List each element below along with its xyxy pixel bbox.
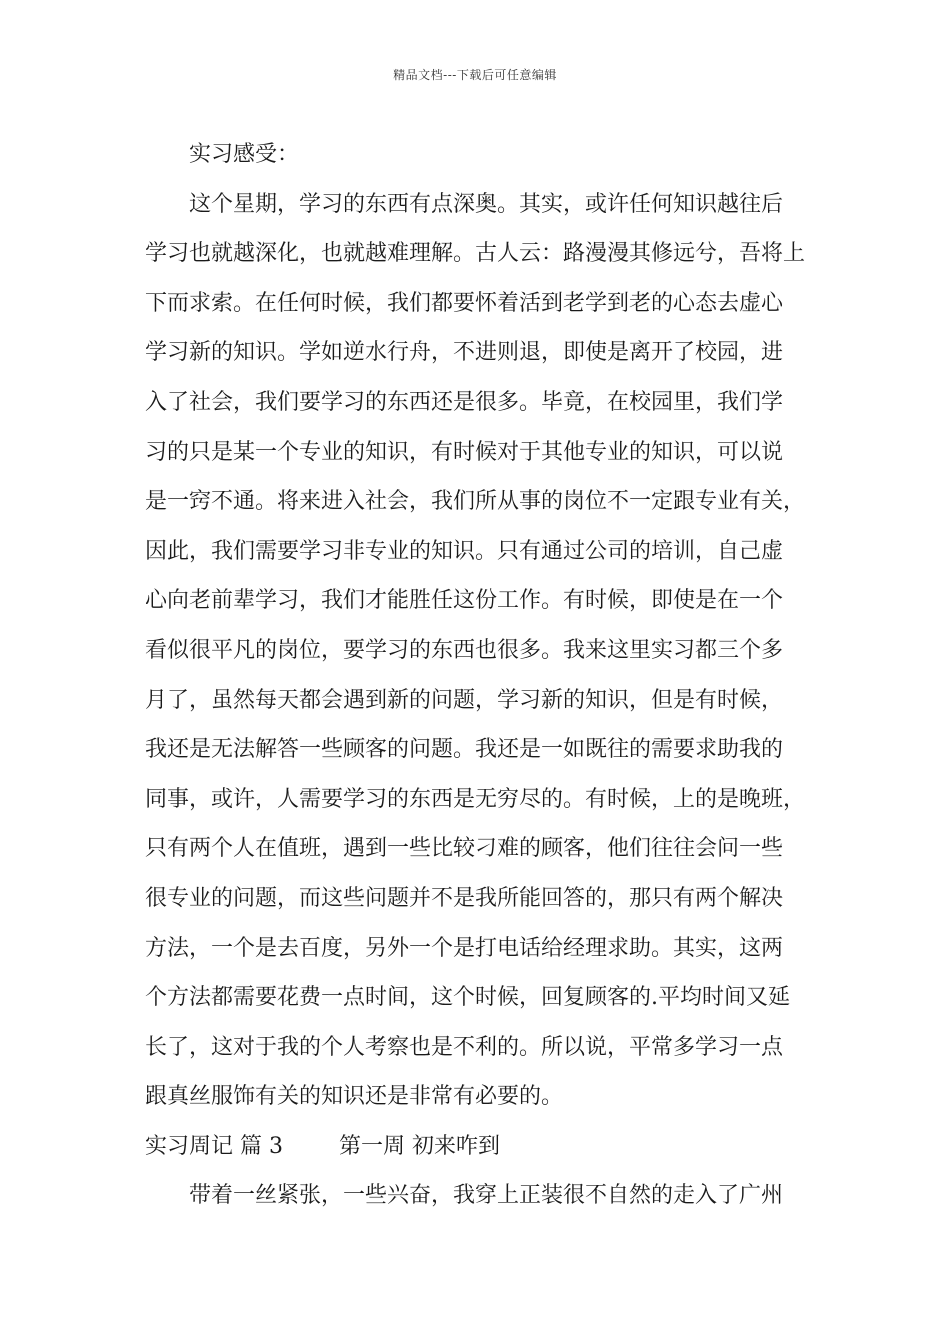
document-body <box>145 130 825 1221</box>
text-line: 习的只是某一个专业的知识，有时候对于其他专业的知识，可以说 <box>145 439 784 465</box>
text-line: 只有两个人在值班，遇到一些比较刁难的顾客，他们往往会问一些 <box>145 836 784 862</box>
text-line: 这个星期，学习的东西有点深奥。其实，或许任何知识越往后 <box>189 191 784 217</box>
text-line: 跟真丝服饰有关的知识还是非常有必要的。 <box>145 1084 564 1110</box>
paragraph-week-one <box>145 1171 825 1221</box>
text-line: 长了，这对于我的个人考察也是不利的。所以说，平常多学习一点 <box>145 1034 784 1060</box>
page-header: 精品文档---下载后可任意编辑 <box>393 68 557 82</box>
text-line: 我还是无法解答一些顾客的问题。我还是一如既往的需要求助我的 <box>145 737 784 763</box>
text-line: 下而求索。在任何时候，我们都要怀着活到老学到老的心态去虚心 <box>145 290 784 316</box>
text-line: 学习新的知识。学如逆水行舟，不进则退，即使是离开了校园，进 <box>145 340 784 366</box>
text-line: 入了社会，我们要学习的东西还是很多。毕竟，在校园里，我们学 <box>145 389 784 415</box>
section-title <box>145 1122 825 1172</box>
text-line: 个方法都需要花费一点时间，这个时候，回复顾客的.平均时间又延 <box>145 985 790 1011</box>
section-title-right: 第一周 初来咋到 <box>338 1133 500 1159</box>
text-line: 看似很平凡的岗位，要学习的东西也很多。我来这里实习都三个多 <box>145 637 784 663</box>
text-line: 方法，一个是去百度，另外一个是打电话给经理求助。其实，这两 <box>145 935 784 961</box>
heading-internship-feelings: 实习感受： <box>189 142 300 167</box>
text-line: 学习也就越深化，也就越难理解。古人云：路漫漫其修远兮，吾将上 <box>145 241 806 267</box>
text-line: 心向老前辈学习，我们才能胜任这份工作。有时候，即使是在一个 <box>145 588 784 614</box>
text-line: 很专业的问题，而这些问题并不是我所能回答的，那只有两个解决 <box>145 885 784 911</box>
text-line: 月了，虽然每天都会遇到新的问题，学习新的知识，但是有时候， <box>145 687 784 713</box>
text-line: 同事，或许，人需要学习的东西是无穷尽的。有时候，上的是晚班， <box>145 786 806 812</box>
paragraph-feelings <box>145 180 825 1122</box>
section-title-left: 实习周记 篇 3 <box>145 1133 283 1159</box>
text-line: 带着一丝紧张，一些兴奋，我穿上正装很不自然的走入了广州 <box>189 1183 784 1209</box>
text-line: 因此，我们需要学习非专业的知识。只有通过公司的培训，自己虚 <box>145 538 784 564</box>
text-line: 是一窍不通。将来进入社会，我们所从事的岗位不一定跟专业有关， <box>145 489 806 515</box>
